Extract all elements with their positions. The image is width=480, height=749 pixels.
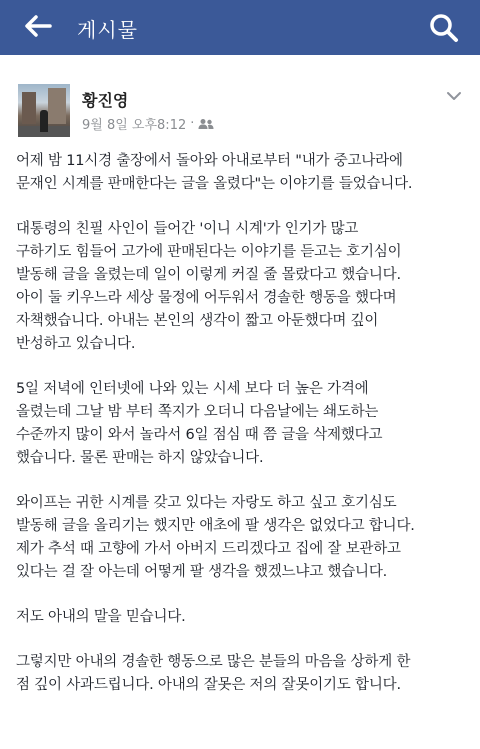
post-body [16,150,464,719]
chevron-down-icon [444,89,464,103]
friends-icon [198,118,214,130]
avatar[interactable] [18,84,70,137]
post-paragraph: 그렇지만 아내의 경솔한 행동으로 많은 분들의 마음을 상하게 한 점 깊이 사과드립니다. 아내의 잘못은 저의 잘못이기도 합니다. [16,654,411,693]
post-meta [82,114,214,133]
post-paragraph: 어제 밤 11시경 출장에서 돌아와 아내로부터 "내가 중고나라에 문재인 시계를 판매한다는 글을 올렸다"는 이야기를 들었습니다. [16,153,413,192]
top-app-bar [0,0,480,55]
separator: · [190,116,195,131]
back-button[interactable] [20,10,56,42]
author-name[interactable]: 황진영 [82,91,129,110]
post-paragraph: 저도 아내의 말을 믿습니다. [16,609,186,625]
post-timestamp[interactable]: 9월 8일 오후8:12 [82,118,187,133]
page-title: 게시물 [77,18,138,42]
search-icon [424,8,464,48]
post-menu-button[interactable] [444,88,464,102]
post-paragraph: 5일 저녁에 인터넷에 나와 있는 시세 보다 더 높은 가격에 올렸는데 그날 밤 부터 쪽지가 오더니 다음날에는 쇄도하는 수준까지 많이 와서 놀라서 6일 점심 때 쯤 글을 삭제했다고 했습니다. 물론 판매는 하지 않았습니다. [16,381,383,466]
post-paragraph: 대통령의 친필 사인이 들어간 '이니 시계'가 인기가 많고 구하기도 힘들어 고가에 판매된다는 이야기를 듣고는 호기심이 발동해 글을 올렸는데 일이 이렇게 커질 줄 몰랐다고 했습니다. 아이 둘 키우느라 세상 물정에 어두워서 경솔한 행동을 했다며 자책했습니다. 아내는 본인의 생각이 짧고 아둔했다며 깊이 반성하고 있습니다. [16,221,402,352]
post-paragraph: 와이프는 귀한 시계를 갖고 있다는 자랑도 하고 싶고 호기심도 발동해 글을 올리기는 했지만 애초에 팔 생각은 없었다고 합니다. 제가 추석 때 고향에 가서 아버지 드리겠다고 집에 잘 보관하고 있다는 걸 잘 아는데 어떻게 팔 생각을 했겠느냐고 했습니다. [16,495,415,580]
back-arrow-icon [20,10,56,42]
search-button[interactable] [424,8,464,48]
